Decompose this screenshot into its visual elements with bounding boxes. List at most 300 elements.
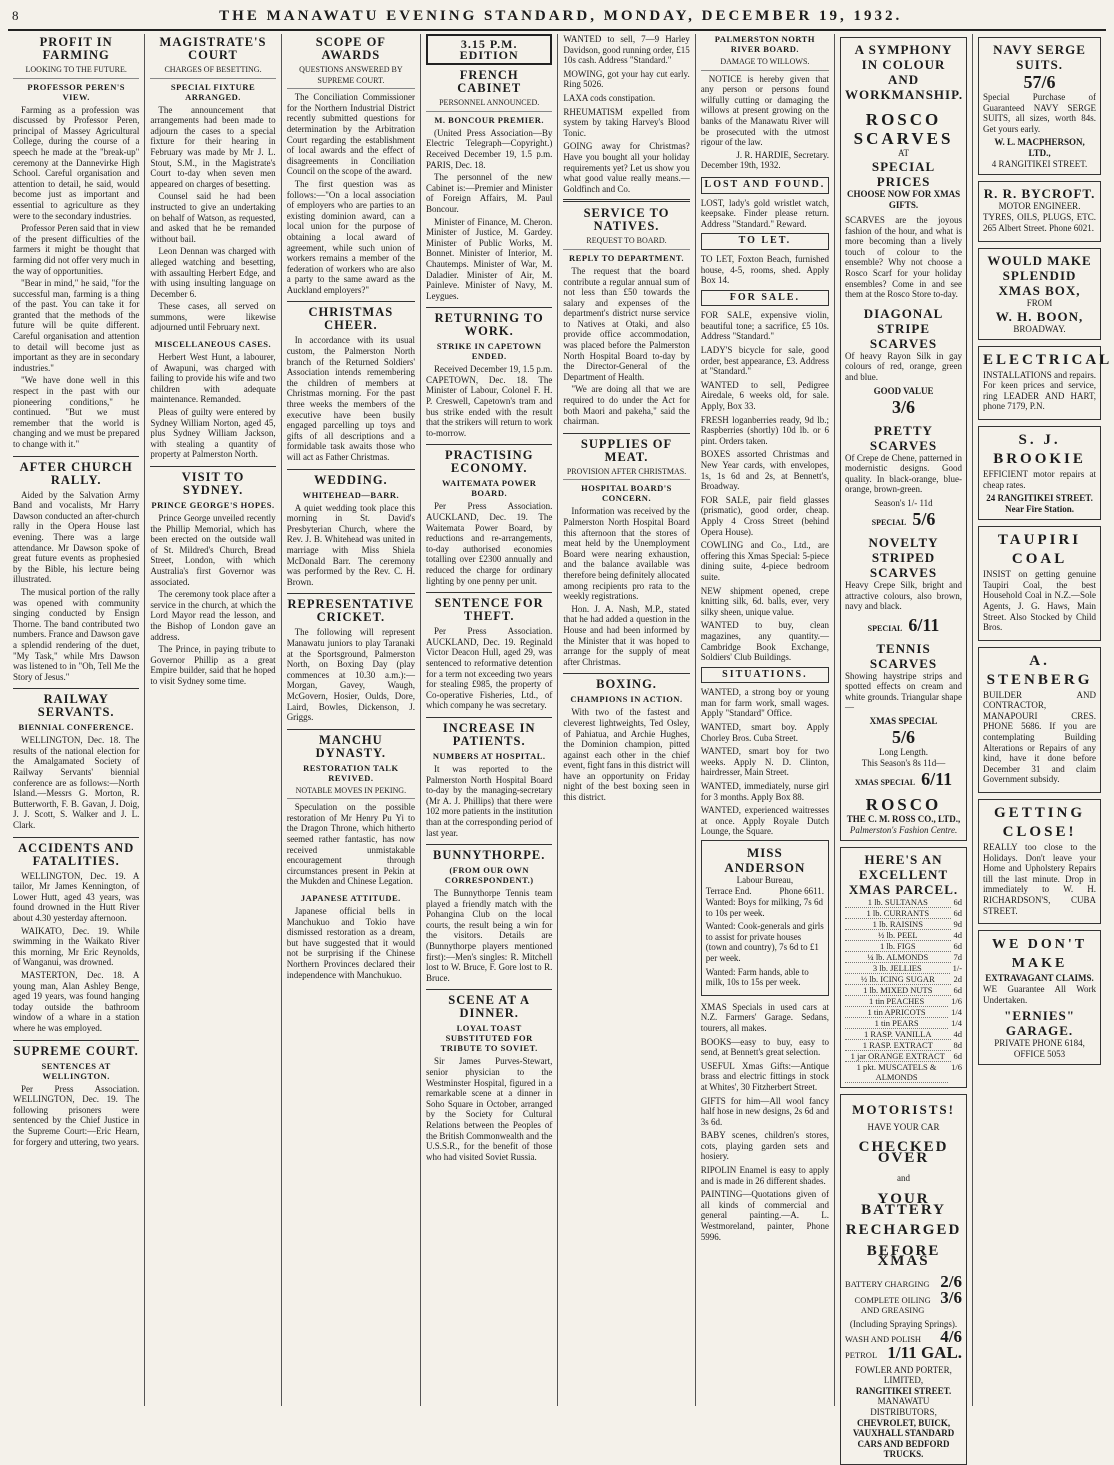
- ad-title: HERE'S AN EXCELLENT XMAS PARCEL.: [848, 852, 959, 898]
- classified-ad: FOR SALE, expensive violin, beautiful tone; a sacrifice, £5 10s. Address "Standard.": [700, 310, 830, 342]
- headline: VISIT TO SYDNEY.: [181, 470, 245, 497]
- parcel-item-name: 1 tin APRICOTS: [845, 1007, 948, 1018]
- classified-ad: WANTED, experienced waitresses at once. Apply Royale Dutch Lounge, the Square.: [700, 805, 830, 837]
- parcel-item-name: ½ lb. PEEL: [845, 930, 951, 941]
- classified-ad: GIFTS for him—All wool fancy half hose in new designs, 2s 6d and 3s 6d.: [700, 1095, 830, 1127]
- paragraph: "We have done well in this respect in the past with our pioneering conditions," he continued. "But we must remember that the world is changing and we must be prepared to change with it.": [13, 375, 140, 449]
- rosco-scarves-ad: [840, 37, 967, 841]
- special-label: XMAS SPECIAL: [869, 716, 938, 727]
- article-after-church-rally: [13, 461, 139, 683]
- paragraph: "We are doing all that we are required to do under the Act for both Maori and pakeha," said the chairman.: [563, 384, 690, 427]
- subhead: DAMAGE TO WILLOWS.: [701, 57, 829, 71]
- parcel-item: [845, 1018, 962, 1029]
- ad-body: INSIST on getting genuine Taupiri Coal, the best Household Coal in N.Z.—Sole Agents, J. G. Haws, Main Street. Also Stocked by Child Bros.: [983, 569, 1097, 633]
- paragraph: The first question was as follows:—"On a local association of employers who are parties to an existing dominion award, can a local union for the purpose of obtaining a local award of agreement, while such union of workers remains a member of the federation of workers who are also a party to the same award as the Auckland employers?": [286, 178, 416, 295]
- paragraph: Prince George unveiled recently the Phillip Memorial, which has been erected on the outside wall of St. Mildred's Church, Bread Street, London, with which Australia's first Governor was associated.: [150, 513, 276, 587]
- parcel-item: [845, 985, 962, 996]
- article-scope-of-awards: [287, 36, 415, 295]
- product-title: TENNIS SCARVES: [869, 640, 938, 671]
- notice-date: December 19th, 1932.: [700, 160, 781, 171]
- service-note: (Including Spraying Springs).: [849, 1318, 958, 1329]
- subhead: REQUEST TO BOARD.: [563, 236, 689, 250]
- firm-line: RANGITIKEI STREET.: [855, 1385, 952, 1396]
- subhead: PRINCE GEORGE'S HOPES.: [151, 500, 275, 510]
- classified-ad: NEW shipment opened, crepe knitting silk, 6d. balls, ever, very silky sheen, unique value.: [700, 585, 830, 617]
- article-representative-cricket: [287, 598, 415, 722]
- subhead: JAPANESE ATTITUDE.: [300, 893, 401, 904]
- parcel-list: [845, 897, 962, 1083]
- classified-ad: MOWING, got your hay cut early. Ring 5026.: [563, 68, 690, 90]
- bycroft-ad: [978, 181, 1101, 241]
- ad-address: Terrace End.: [705, 886, 752, 896]
- classified-ad: RHEUMATISM expelled from system by taking Harvey's Blood Tonic.: [563, 106, 690, 138]
- subhead: (FROM OUR OWN CORRESPONDENT.): [444, 865, 534, 886]
- classified-ad: GOING away for Christmas? Have you bought all your holiday requirements yet? Let us show you what good value really means.—Goldfinch and Co.: [563, 141, 690, 194]
- product-desc: Showing haystripe strips and spotted effects on cream and white grounds. Triangular shape—: [845, 670, 963, 713]
- article-practising-economy: [426, 449, 552, 586]
- ad-line: Wanted: Boys for milking, 7s 6d to 10s per week.: [705, 897, 823, 918]
- parcel-item-name: 1 jar ORANGE EXTRACT: [845, 1051, 951, 1062]
- paragraph: The Conciliation Commissioner for the Northern Industrial District recently submitted questions for determination by the Arbitration Court regarding the establishment of local awards and the effect of disagreements in Conciliation Council on the scope of the award.: [286, 92, 416, 177]
- article-magistrates-court: [150, 36, 275, 333]
- article-returning-to-work: [426, 312, 552, 438]
- headline: REPRESENTATIVE CRICKET.: [287, 597, 415, 625]
- paragraph: WELLINGTON, Dec. 19. A tailor, Mr James Kennington, of Lower Hutt, aged 43 years, was found drowned in the Hutt River about 4.30 yesterday afternoon.: [13, 870, 140, 923]
- parcel-item: [845, 952, 962, 963]
- paragraph: Japanese official bells in Manchukuo and Tokio have dismissed restoration as a dream, but have suggested that it would not be surprising if the Chinese Northern Provinces declared their independence with Manchukuo.: [286, 906, 416, 980]
- headline: SCOPE OF AWARDS: [315, 35, 386, 62]
- ad-line: YOUR BATTERY: [861, 1191, 946, 1218]
- masthead: [8, 6, 1106, 31]
- ad-title: MISS ANDERSON: [724, 845, 806, 875]
- article-visit-to-sydney: [150, 471, 275, 687]
- parcel-item-price: 8d: [953, 1040, 963, 1051]
- classified-ad: FOR SALE, pair field glasses (prismatic), good order, cheap. Apply 4 Cross Street (behind Opera House).: [700, 494, 830, 537]
- product-name: SCARVES: [853, 129, 954, 148]
- parcel-item-name: 1 pkt. MUSCATELS & ALMONDS: [845, 1062, 948, 1083]
- ad-title: NAVY SERGE SUITS.: [993, 42, 1086, 72]
- paragraph: Herbert West Hunt, a labourer, of Awapuni, was charged with failing to provide his wife and two children with adequate maintenance. Remanded.: [150, 352, 276, 405]
- parcel-item-price: 1/4: [951, 1007, 963, 1018]
- ad-line: CHECKED OVER: [858, 1139, 949, 1166]
- parcel-item-price: 6d: [953, 941, 963, 952]
- classified-ad: XMAS Specials in used cars at N.Z. Farmers' Garage. Sedans, tourers, all makes.: [700, 1001, 830, 1033]
- ad-title: GETTING CLOSE!: [994, 805, 1086, 841]
- parcel-item: [845, 1051, 962, 1062]
- xmas-parcel-ad: [840, 847, 967, 1088]
- parcel-item: [845, 1029, 962, 1040]
- ad-line: FROM: [1026, 297, 1053, 308]
- paragraph: A quiet wedding took place this morning in St. David's Presbyterian Church, where the Rev. J. B. Whitehead was united in marriage with Miss Shiela McDonald Barr. The ceremony was performed by the Rev. C. H. Brown.: [286, 502, 416, 587]
- headline: SUPPLIES OF MEAT.: [580, 436, 673, 464]
- special-label: XMAS SPECIAL: [854, 778, 916, 788]
- paragraph: Received December 19, 1.5 p.m. CAPETOWN, Dec. 18. The Minister of Labour, Colonel F. H. P. Creswell, Capetown's tram and bus strike ended with the result that the strikers will return to work to-morrow.: [426, 364, 553, 438]
- ernies-garage-ad: [978, 930, 1101, 1065]
- ad-body: TYRES, OILS, PLUGS, ETC. 265 Albert Street. Phone 6021.: [983, 212, 1097, 233]
- subhead: WAITEMATA POWER BOARD.: [442, 478, 537, 499]
- service-price: 1/11 GAL.: [887, 1342, 963, 1362]
- paragraph: In accordance with its usual custom, the Palmerston North branch of the Returned Soldiers' Association intends remembering the children of members at Christmas morning. For the past three weeks the members of the executive have been busily engaged parcelling up toys and gifts of all descriptions and a formidable task awaits those who will act as Father Christmas.: [286, 335, 416, 462]
- headline: BOXING.: [596, 677, 657, 692]
- price: 5/6: [912, 508, 936, 529]
- subhead: PROFESSOR PEREN'S VIEW.: [27, 81, 125, 102]
- paragraph: It was reported to the Palmerston North Hospital Board to-day by the managing-secretary (Mr A. J. Phillips) that there were 102 more patients in the institution than at the corresponding period of last year.: [426, 763, 553, 838]
- parcel-item: [845, 1040, 962, 1051]
- section-situations: SITUATIONS.: [701, 667, 829, 684]
- article-supreme-court: [13, 1045, 139, 1148]
- subhead: MISCELLANEOUS CASES.: [154, 339, 272, 350]
- product-title: NOVELTY STRIPED SCARVES: [868, 534, 939, 580]
- classified-ad: WANTED, smart boy. Apply Chorley Bros. Cuba Street.: [700, 722, 830, 743]
- article-accidents: [13, 842, 139, 1034]
- column-3: [282, 34, 421, 1406]
- paragraph: (United Press Association—By Electric Telegraph—Copyright.) Received December 19, 1.5 p.m. PARIS, Dec. 18.: [426, 127, 553, 170]
- price: 5/6: [892, 727, 916, 748]
- value-label: GOOD VALUE: [873, 385, 934, 396]
- parcel-item-price: 4d: [953, 1029, 963, 1040]
- article-railway-servants: [13, 693, 139, 830]
- tagline: Palmerston's Fashion Centre.: [849, 825, 958, 836]
- parcel-item-price: 1/6: [951, 1062, 963, 1073]
- paragraph: The request that the board contribute a regular annual sum of not less than £50 towards the salary and expenses of the department's district nurse service to Natives at Otaki, and also provide office accommodation, was placed before the Palmerston North Hospital Board to-day by the Director-General of the Department of Health.: [563, 265, 690, 382]
- parcel-item-price: 6d: [953, 985, 963, 996]
- paragraph: Aided by the Salvation Army Band and vocalists, Mr Harry Dawson conducted an after-church rally in the Opera House last evening. There was a large attendance. Mr Dawson spoke of great future events as prophesied by the Bible, his lecture being illustrated.: [13, 489, 140, 585]
- parcel-item-name: 3 lb. JELLIES: [845, 963, 950, 974]
- parcel-item-price: 1/4: [951, 1018, 963, 1029]
- parcel-item-price: 4d: [953, 930, 963, 941]
- special-label: SPECIAL: [871, 517, 907, 527]
- paragraph: Leon Dennan was charged with alleged watching and besetting, with assaulting Herbert Edge, and with using insulting language on December 6.: [150, 246, 276, 299]
- parcel-item-price: 1/-: [952, 963, 963, 974]
- ad-title: MOTORISTS!: [852, 1102, 955, 1118]
- subhead: BIENNIAL CONFERENCE.: [18, 722, 134, 733]
- edition-label: 3.15 P.M. EDITION: [459, 37, 519, 62]
- ad-line: and: [897, 1173, 911, 1184]
- classified-ad: COWLING and Co., Ltd., are offering this Xmas Special: 5-piece dining suite, 4-piece bedroom suite.: [700, 540, 830, 582]
- subhead: HOSPITAL BOARD'S CONCERN.: [581, 483, 672, 504]
- parcel-item: [845, 996, 962, 1007]
- service-price: 4/6: [940, 1327, 963, 1347]
- article-french-cabinet: [426, 69, 552, 301]
- page-number: 8: [12, 8, 20, 23]
- paragraph: Per Press Association. AUCKLAND, Dec. 19. The Waitemata Power Board, by reductions and re-arrangements, to-day authorised economies totalling over £2300 annually and reduced the charge for ordinary lighting by one penny per unit.: [426, 501, 553, 586]
- ad-line: Wanted: Farm hands, able to milk, 10s to 15s per week.: [705, 966, 809, 988]
- ad-line: AT: [898, 148, 910, 158]
- article-japanese-attitude: [287, 893, 415, 980]
- headline: SENTENCE FOR THEFT.: [434, 596, 544, 624]
- parcel-item-name: 1 RASP. VANILLA: [845, 1029, 951, 1040]
- ad-line: AND WORKMANSHIP.: [845, 72, 964, 102]
- subhead: LOYAL TOAST SUBSTITUTED FOR TRIBUTE TO SOVIET.: [440, 1023, 538, 1054]
- subhead: WHITEHEAD—BARR.: [302, 489, 400, 500]
- ad-line: CHOOSE NOW FOR XMAS GIFTS.: [846, 189, 961, 210]
- paragraph: Counsel said he had been instructed to give an undertaking on behalf of Watson, as requested, and asked that he be remanded without bail.: [150, 191, 276, 244]
- subhead: M. BONCOUR PREMIER.: [434, 114, 544, 125]
- price: 6/11: [921, 769, 953, 790]
- subhead: STRIKE IN CAPETOWN ENDED.: [436, 341, 542, 362]
- ad-line: This Season's 8s 11d—: [861, 758, 946, 769]
- column-8: [973, 34, 1113, 1406]
- parcel-item-name: 1 tin PEACHES: [845, 996, 948, 1007]
- classified-ad: BOOKS—easy to buy, easy to send, at Bennett's great selection.: [700, 1036, 830, 1058]
- ad-body: EFFICIENT motor repairs at cheap rates.: [983, 468, 1097, 490]
- headline: WEDDING.: [314, 472, 388, 487]
- parcel-item-name: 1 lb. CURRANTS: [845, 908, 951, 919]
- paragraph: Pleas of guilty were entered by Sydney William Norton, aged 45, plus Sydney William Jackson, with stealing a quantity of property at Palmerston North.: [150, 407, 276, 460]
- parcel-item: [845, 1062, 962, 1083]
- paragraph: The Bunnythorpe Tennis team played a friendly match with the Pohangina Club on the local courts, the result being a win for the visitors. Details are (Bunnythorpe players mentioned first):—Men's singles: R. Mitchell lost to W. Bruce, F. Gore lost to R. Bruce.: [426, 888, 553, 983]
- ad-title: S. J. BROOKIE: [993, 431, 1086, 467]
- parcel-item: [845, 963, 962, 974]
- paragraph: Sir James Purves-Stewart, senior physician to the Westminster Hospital, figured in a remarkable scene at a dinner in Soho Square in October, arranged by the Society for Cultural Relations between the Peoples of the British Commonwealth and the U.S.S.R., for the benefit of those who had visited Soviet Russia.: [426, 1056, 553, 1162]
- headline: MAGISTRATE'S COURT: [159, 35, 267, 62]
- ad-line: Long Length.: [879, 747, 929, 758]
- headline: ACCIDENTS AND FATALITIES.: [18, 840, 135, 868]
- paragraph: The following will represent Manawatu juniors to play Taranaki at the Sportsground, Palmerston North, on Boxing Day (play commences at 10.30 a.m.):—Morgan, Gavey, Waugh, McGovern, Hosier, Oulds, Dore, Laird, Bowles, Dickenson, J. Griggs.: [286, 627, 416, 723]
- ad-title: WOULD MAKE SPLENDID XMAS BOX,: [987, 252, 1092, 298]
- paragraph: The announcement that arrangements had been made to adjourn the cases to a special fixture for their hearing in February was made by Mr J. L. Stout, S.M., in the Magistrate's Court to-day when seven men appeared on charges of besetting.: [150, 104, 276, 189]
- firm-address: 4 RANGITIKEI STREET.: [991, 159, 1088, 170]
- paragraph: Hon. J. A. Nash, M.P., stated that he had added a question in the House and had been informed by the Minister that it was hoped to arrange for the supply of meat after Christmas.: [563, 603, 690, 667]
- parcel-item: [845, 919, 962, 930]
- headline: PROFIT IN FARMING: [39, 35, 113, 62]
- paragraph: Farming as a profession was discussed by Professor Peren, principal of Massey Agricultural College, during the course of a speech he made at the "break-up" ceremony at the Dannevirke High School. Careful organisation and attention to detail, he said, would become just as important and essential to agriculture as they were to the secondary industries.: [13, 104, 140, 221]
- product-desc: Heavy Crepe Silk, bright and attractive colours, also brown, navy and black.: [845, 579, 963, 612]
- headline: FRENCH CABINET: [457, 68, 522, 96]
- article-profit-in-farming: [13, 36, 139, 450]
- paragraph: Per Press Association. AUCKLAND, Dec. 19. Reginald Victor Deacon Hull, aged 29, was sentenced to reformative detention for a term not exceeding two years for stealing £985, the property of Co-operative Fisheries, Ltd., of which company he was secretary.: [426, 626, 553, 711]
- headline: AFTER CHURCH RALLY.: [19, 459, 133, 487]
- service-label: PETROL: [845, 1349, 878, 1360]
- ad-line: Wanted: Cook-generals and girls to assist for private houses (town and country), 7s 6d to £1 per week.: [705, 921, 824, 963]
- subhead: NOTABLE MOVES IN PEKING.: [287, 786, 415, 800]
- classified-ad: LADY'S bicycle for sale, good order, best appearance, £3. Address at "Standard.": [700, 345, 830, 377]
- firm-address: BROADWAY.: [1013, 323, 1066, 334]
- parcel-item-price: 9d: [953, 919, 963, 930]
- classified-ad: PAINTING—Quotations given of all kinds of commercial and general painting.—A. L. Westmoreland, painter, Phone 5996.: [700, 1189, 830, 1242]
- paragraph: Speculation on the possible restoration of Mr Henry Pu Yi to the Dragon Throne, which hitherto seemed rather fantastic, has now received unmistakable encouragement through circumstances present in Pekin at the Mukden and Chinese Legation.: [286, 802, 416, 887]
- ad-sub: MOTOR ENGINEER.: [998, 201, 1081, 212]
- parcel-item-price: 2d: [953, 974, 963, 985]
- paragraph: Information was received by the Palmerston North Hospital Board this afternoon that the stores of meat held by the Unemployment Board were nearing exhaustion, and the balance available was therefore being definitely allocated among recipients pro rata to the weekly registrations.: [563, 506, 690, 602]
- ad-title: A. STENBERG: [986, 652, 1093, 688]
- paragraph: The Prince, in paying tribute to Governor Phillip as a great Empire builder, said that he hoped to visit Sydney some time.: [150, 644, 276, 686]
- parcel-item-name: 1 RASP. EXTRACT: [845, 1040, 951, 1051]
- subhead: NUMBERS AT HOSPITAL.: [432, 750, 546, 761]
- headline: RETURNING TO WORK.: [434, 311, 544, 339]
- ad-line: HAVE YOUR CAR: [867, 1121, 940, 1132]
- article-scene-at-dinner: [426, 994, 552, 1162]
- service-label: BATTERY CHARGING: [845, 1279, 930, 1289]
- parcel-item-price: 6d: [953, 897, 963, 908]
- service-label: WASH AND POLISH: [845, 1334, 922, 1345]
- parcel-item-name: 1 lb. MIXED NUTS: [845, 985, 951, 996]
- headline: SUPREME COURT.: [13, 1043, 139, 1058]
- classified-ad: WANTED to sell, Pedigree Airedale, 6 weeks old, for sale. Apply, Box 33.: [700, 379, 830, 412]
- article-supplies-of-meat: [563, 438, 689, 668]
- column-2: [145, 34, 281, 1406]
- product-desc: Of heavy Rayon Silk in gay colours of red, orange, green and blue.: [845, 350, 963, 382]
- parcel-item: [845, 908, 962, 919]
- ad-line: IN COLOUR: [861, 57, 946, 72]
- parcel-item-price: 1/6: [951, 996, 963, 1007]
- paragraph: Minister of Finance, M. Cheron. Minister of Justice, M. Gardey. Minister of Public Works, M. Bonnet. Minister of Interior, M. Chautemps. Minister of War, M. Daladier. Minister of Air, M. Painleve. Minister of Navy, M. Leygues.: [426, 216, 553, 301]
- classified-ad: LAXA cods constipation.: [563, 92, 656, 103]
- product-desc: Of Crepe de Chene, patterned in modernistic designs. Good quality. In black-orange, blue-orange, brown-green.: [845, 452, 963, 495]
- firm-phone: PRIVATE PHONE 6184, OFFICE 5053: [994, 1038, 1085, 1060]
- subhead: SENTENCES AT WELLINGTON.: [41, 1060, 111, 1081]
- firm-name: FOWLER AND PORTER,: [855, 1364, 952, 1375]
- ad-title: TAUPIRI COAL: [997, 532, 1082, 568]
- parcel-item-name: ½ lb. ICING SUGAR: [845, 974, 951, 985]
- parcel-item-name: 1 lb. RAISINS: [845, 919, 951, 930]
- paragraph: WAIKATO, Dec. 19. While swimming in the Waikato River this morning, Mr Eric Reynolds, of Wanganui, was drowned.: [13, 925, 140, 968]
- column-7: [835, 34, 973, 1460]
- column-5: [558, 34, 695, 1406]
- getting-close-ad: [978, 799, 1101, 924]
- subhead: RESTORATION TALK REVIVED.: [303, 762, 399, 783]
- classified-ad: TO LET, Foxton Beach, furnished house, 4-5, rooms, shed. Apply Box 14.: [700, 253, 830, 286]
- headline: INCREASE IN PATIENTS.: [442, 720, 536, 748]
- classified-ad: FRESH loganberries ready, 9d lb.; Raspberries (shortly) 10d lb. or 6 pint. Orders taken.: [700, 414, 830, 446]
- article-boxing: [563, 678, 689, 802]
- ad-line: SPECIAL PRICES: [871, 159, 936, 189]
- parcel-item-name: 1 tin PEARS: [845, 1018, 948, 1029]
- article-sentence-for-theft: [426, 597, 552, 711]
- subhead: SPECIAL FIXTURE ARRANGED.: [170, 81, 256, 102]
- stenberg-ad: [978, 647, 1101, 793]
- ad-sub: EXTRAVAGANT CLAIMS.: [985, 973, 1094, 984]
- article-manchu-dynasty: [287, 734, 415, 887]
- ad-line: A SYMPHONY: [854, 42, 953, 57]
- article-miscellaneous-cases: [150, 339, 275, 460]
- paragraph: "Bear in mind," he said, "for the successful man, farming is a thing of the past. You can take it for granted that the methods of the future will be quite different. Careful organisation and attention to detail will become just as important as they are in secondary industries.": [13, 278, 140, 373]
- orig-price: Season's 1/- 11d: [874, 497, 933, 508]
- parcel-item-price: 6d: [953, 1051, 963, 1062]
- classified-ad: USEFUL Xmas Gifts:—Antique brass and electric fittings in stock at Whites', 30 Fitzherbert Street.: [700, 1060, 830, 1092]
- headline: PRACTISING ECONOMY.: [444, 448, 534, 476]
- paragraph: Professor Peren said that in view of the present difficulties of the farmers it might be thought that farming did not offer very much in the way of opportunities.: [13, 223, 140, 276]
- notice-river-board: [701, 34, 829, 171]
- service-price: 2/6: [940, 1272, 963, 1291]
- brand-name: ROSCO: [865, 795, 942, 815]
- firm-line: CHEVROLET, BUICK, VAUXHALL STANDARD CARS AND BEDFORD TRUCKS.: [852, 1417, 955, 1460]
- firm-line: LIMITED,: [883, 1375, 924, 1386]
- parcel-item-price: 7d: [953, 952, 963, 963]
- section-to-let: TO LET.: [701, 233, 829, 250]
- parcel-item-name: 1 lb. FIGS: [845, 941, 951, 952]
- paragraph: The ceremony took place after a service in the church, at which the Lord Mayor read the lesson, and the Bishop of London gave an address.: [150, 589, 276, 642]
- parcel-item: [845, 1007, 962, 1018]
- subhead: QUESTIONS ANSWERED BY SUPREME COURT.: [287, 65, 415, 89]
- paragraph: The personnel of the new Cabinet is:—Premier and Minister of Foreign Affairs, M. Paul Boncour.: [426, 172, 553, 214]
- ad-title: WE DON'T MAKE: [991, 937, 1088, 972]
- parcel-item-price: 6d: [953, 908, 963, 919]
- price: 3/6: [892, 396, 916, 417]
- product-title: DIAGONAL STRIPE SCARVES: [863, 305, 944, 351]
- firm-name: "ERNIES" GARAGE.: [1004, 1008, 1075, 1039]
- classified-ad: WANTED, smart boy for two weeks. Apply N. D. Clinton, hairdresser, Main Street.: [700, 746, 830, 778]
- section-lost-found: LOST AND FOUND.: [701, 177, 829, 194]
- paragraph: Per Press Association. WELLINGTON, Dec. 19. The following prisoners were sentenced by the Chief Justice in the Supreme Court:—Eric Hearn, for forgery and uttering, two years.: [13, 1083, 140, 1147]
- motorists-ad: [840, 1094, 967, 1465]
- notice-title: PALMERSTON NORTH RIVER BOARD.: [714, 34, 815, 54]
- paragraph: With two of the fastest and cleverest lightweights, Ted Osley, of Pahiatua, and Archie Hughes, the Dominion champion, pitted against each other in the chief event, fight fans in this district will have an opportunity on Friday night of the best boxing seen in this district.: [563, 707, 690, 803]
- parcel-item: [845, 897, 962, 908]
- ad-sub: Labour Bureau,: [736, 875, 794, 885]
- paragraph: NOTICE is hereby given that any person or persons found wilfully cutting or damaging the willows at present growing on the banks of the Manawatu River will be prosecuted with the utmost rigour of the law.: [700, 73, 830, 148]
- price: 57/6: [1023, 72, 1056, 92]
- parcel-item: [845, 941, 962, 952]
- headline: MANCHU DYNASTY.: [315, 732, 387, 760]
- parcel-item: [845, 930, 962, 941]
- brand-name: ROSCO: [865, 110, 942, 129]
- parcel-item-name: ¼ lb. ALMONDS: [845, 952, 951, 963]
- classified-ad: WANTED to sell, 7—9 Harley Davidson, good running order, £15 10s cash. Address "Standard.": [563, 34, 690, 66]
- classified-ad: WANTED, immediately, nurse girl for 3 months. Apply Box 88.: [700, 781, 830, 802]
- ad-title: R. R. BYCROFT.: [983, 186, 1096, 202]
- classified-ad: RIPOLIN Enamel is easy to apply and is made in 26 different shades.: [700, 1165, 830, 1186]
- subhead: CHAMPIONS IN ACTION.: [570, 694, 683, 705]
- column-1: [8, 34, 145, 1406]
- subhead: PERSONNEL ANNOUNCED.: [426, 98, 552, 112]
- classified-ad: WANTED, a strong boy or young man for farm work, small wages. Apply "Standard" Office.: [700, 687, 830, 719]
- headline: RAILWAY SERVANTS.: [37, 692, 115, 720]
- firm-name: W. H. BOON,: [995, 308, 1084, 324]
- ad-body: WE Guarantee All Work Undertaken.: [983, 984, 1097, 1005]
- labour-bureau-ad: [701, 840, 829, 996]
- parcel-item: [845, 974, 962, 985]
- classified-ad: WANTED to buy, clean magazines, any quantity.—Cambridge Book Exchange, Soldiers' Club Buildings.: [700, 620, 830, 663]
- ad-phone: Phone 6611.: [779, 886, 825, 896]
- subhead: REPLY TO DEPARTMENT.: [569, 252, 684, 263]
- ad-body: REALLY too close to the Holidays. Don't leave your Home and Upholstery Repairs till the last minute. Drop in immediately to W. H. RICHARDSON'S, CUBA STREET.: [983, 842, 1097, 916]
- ad-body: Special Purchase of Guaranteed NAVY SERGE SUITS, all sizes, worth 84s. Get yours early.: [983, 92, 1097, 134]
- company-name: THE C. M. ROSS CO., LTD.,: [846, 814, 961, 825]
- newspaper-title: THE MANAWATU EVENING STANDARD, MONDAY, DECEMBER 19, 1932.: [219, 8, 903, 24]
- firm-name: W. L. MACPHERSON, LTD.,: [994, 137, 1085, 159]
- ad-body: INSTALLATIONS and repairs. For keen prices and service, ring LEADER AND HART, phone 7179, P.N.: [983, 369, 1097, 412]
- ad-line: RECHARGED: [845, 1222, 962, 1239]
- article-increase-in-patients: [426, 722, 552, 838]
- classified-ad: BABY scenes, children's stores, cots, playing garden sets and hosiery.: [700, 1130, 830, 1162]
- special-label: SPECIAL: [867, 623, 903, 633]
- classified-ad: BOXES assorted Christmas and New Year cards, with envelopes, 1s, 1s 6d and 2s, at Bennett's, Broadway.: [700, 449, 830, 492]
- article-christmas-cheer: [287, 306, 415, 462]
- subhead: PROVISION AFTER CHRISTMAS.: [563, 467, 689, 481]
- firm-address: 24 RANGITIKEI STREET. Near Fire Station.: [986, 493, 1093, 515]
- article-wedding: [287, 474, 415, 588]
- subhead: CHARGES OF BESETTING.: [150, 65, 275, 79]
- ad-body: BUILDER AND CONTRACTOR, MANAPOURI CRES. PHONE 5686. If you are contemplating Building Alterations or Repairs of any kind, have it done before December 31 and claim Government subsidy.: [983, 689, 1097, 785]
- navy-serge-ad: [978, 37, 1101, 175]
- headline: SERVICE TO NATIVES.: [583, 206, 670, 234]
- classified-ad: LOST, lady's gold wristlet watch, keepsake. Finder please return. Address "Standard." Reward.: [700, 197, 830, 229]
- article-bunnythorpe: [426, 849, 552, 983]
- boon-ad: [978, 248, 1101, 340]
- paragraph: The musical portion of the rally was opened with community singing conducted by Ensign Thorne. The band contributed two numbers. France and Dawson gave a splendid rendering of the duet, "My Task," while Mrs Dawson was listened to in "Oh, Tell Me the Story of Jesus.": [13, 586, 140, 682]
- column-4: [421, 34, 558, 1406]
- taupiri-coal-ad: [978, 526, 1101, 641]
- service-label: COMPLETE OILING AND GREASING: [854, 1294, 931, 1316]
- ad-body: SCARVES are the joyous fashion of the hour, and what is more becoming than a lively touch of colour to the ensemble? Why not choose a Rosco Scarf for your holiday ensembles? Come in and see them at the Rosco Store to-day.: [845, 215, 963, 300]
- ad-title: ELECTRICAL: [983, 351, 1113, 368]
- headline: CHRISTMAS CHEER.: [308, 305, 394, 333]
- edition-box: [426, 34, 552, 65]
- electrical-ad: [978, 346, 1113, 420]
- signature: J. R. HARDIE, Secretary.: [736, 149, 830, 160]
- paragraph: MASTERTON, Dec. 18. A young man, Alan Ashley Benge, aged 19 years, was found hanging today outside the bathroom window of a whare in a station where he was employed.: [13, 969, 140, 1033]
